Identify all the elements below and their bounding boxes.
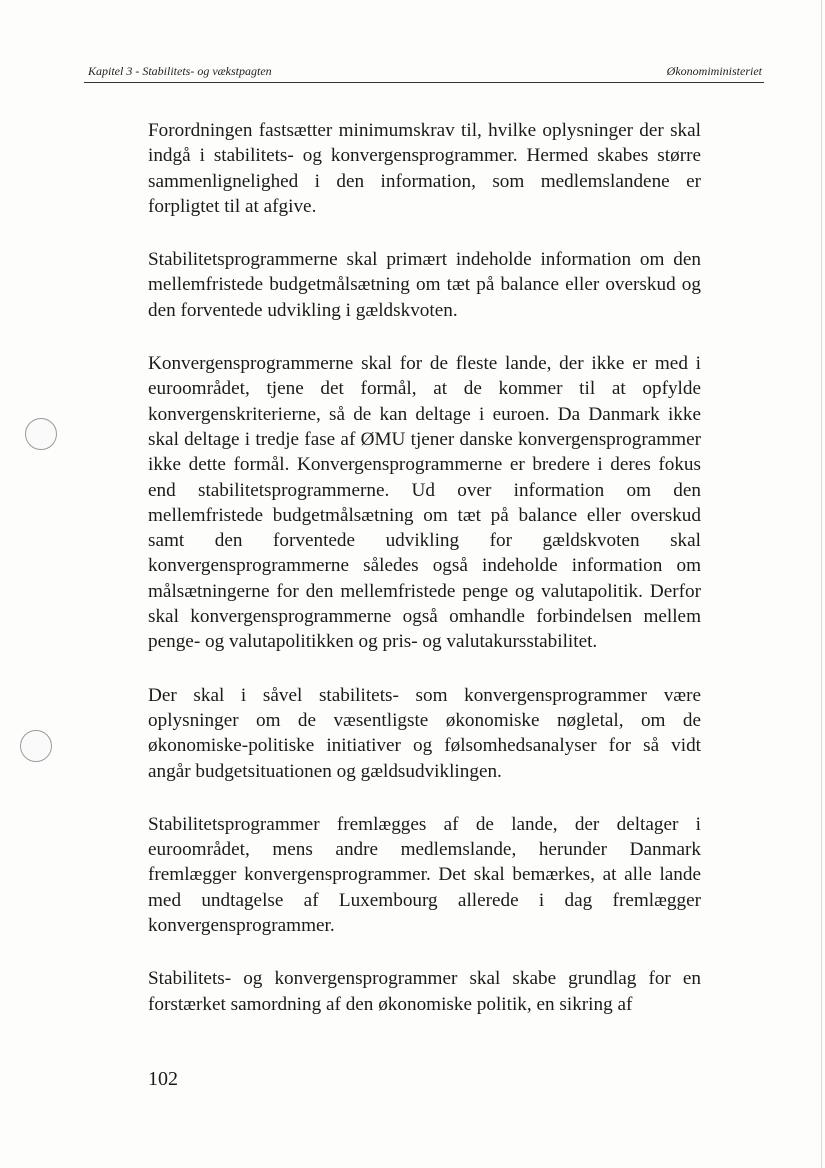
page-number: 102 xyxy=(148,1068,178,1090)
paragraph-3: Konvergensprogrammerne skal for de fleste lande, der ikke er med i euroområdet, tjene det formål, at de kommer til at opfylde konvergenskriterierne, så de kan deltage i euroen. Da Danmark ikke skal deltage i tredje fase af ØMU tjener danske konvergensprogrammer ikke dette formål. Konvergensprogrammerne er bredere i deres fokus end stabilitetsprogrammerne. Ud over information om den mellemfristede budgetmålsætning om tæt på balance eller overskud samt den forventede udvikling for gældskvoten skal konvergensprogrammerne således også indeholde information om målsætningerne for den mellemfristede penge og valutapolitik. Derfor skal konvergensprogrammerne også omhandle forbindelsen mellem penge- og valutapolitikken og pris- og valutakursstabilitet. xyxy=(148,353,701,653)
paragraph-5: Stabilitetsprogrammer fremlægges af de lande, der deltager i euroområdet, mens andre medlemslande, herunder Danmark fremlægger konvergensprogrammer. Det skal bemærkes, at alle lande med undtagelse af Luxembourg allerede i dag fremlægger konvergensprogrammer. xyxy=(148,813,701,937)
ministry-name: Økonomiministeriet xyxy=(666,64,762,78)
punch-hole-upper xyxy=(25,418,57,450)
body-text xyxy=(148,118,701,1017)
paragraph-6: Stabilitets- og konvergensprogrammer skal skabe grundlag for en forstærket samordning af den økonomiske politik, en sikring af xyxy=(148,968,701,1015)
header-rule xyxy=(84,82,764,83)
punch-hole-lower xyxy=(20,730,52,762)
paragraph-4: Der skal i såvel stabilitets- som konvergensprogrammer være oplysninger om de væsentligste økonomiske nøgletal, om de økonomiske-politiske initiativer og følsomhedsanalyser for så vidt angår budgetsituationen og gældsudviklingen. xyxy=(148,684,701,782)
running-header xyxy=(88,62,762,82)
scan-edge xyxy=(821,0,822,1168)
paragraph-1: Forordningen fastsætter minimumskrav til, hvilke oplysninger der skal indgå i stabilitets- og konvergensprogrammer. Hermed skabes større sammenlignelighed i den information, som medlemslandene er forpligtet til at afgive. xyxy=(148,120,701,217)
chapter-title: Kapitel 3 - Stabilitets- og vækstpagten xyxy=(88,64,272,78)
paragraph-2: Stabilitetsprogrammerne skal primært indeholde information om den mellemfristede budgetmålsætning om tæt på balance eller overskud og den forventede udvikling i gældskvoten. xyxy=(148,249,701,321)
